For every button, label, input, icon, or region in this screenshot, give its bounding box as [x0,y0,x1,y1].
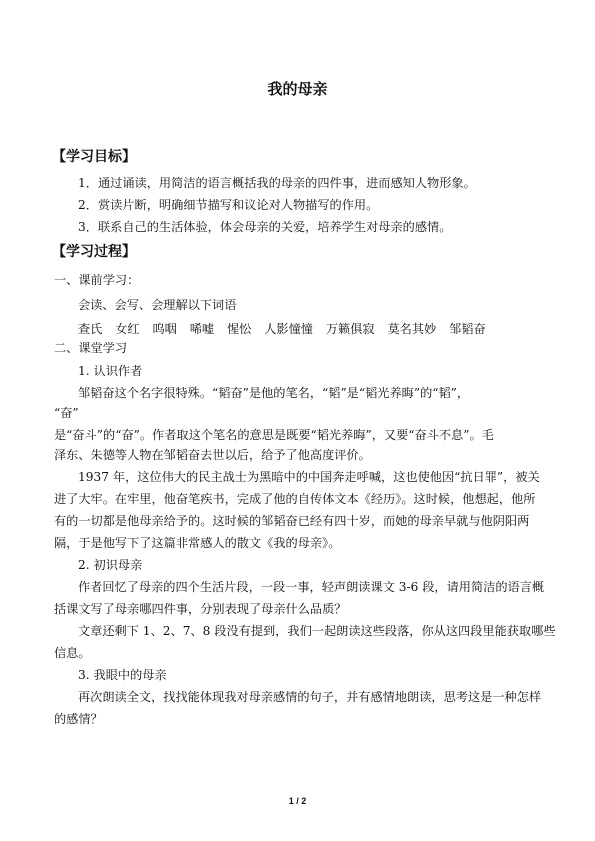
goal-item: 3．联系自己的生活体验，体会母亲的关爱，培养学生对母亲的感情。 [78,220,452,234]
vocab-word: 莫名其妙 [387,322,437,336]
paragraph-line: 是“奋斗”的“奋”。作者取这个笔名的意思是既要“韬光养晦”，又要“奋斗不息”。毛 [54,428,494,442]
section-heading-process: 【学习过程】 [52,244,136,260]
section-heading-goals: 【学习目标】 [52,149,136,165]
goal-item: 2．赏读片断，明确细节描写和议论对人物描写的作用。 [78,198,379,212]
paragraph-line: “奋” [54,406,79,420]
step-label: 1. 认识作者 [78,364,143,378]
page-number: 1 / 2 [288,796,307,806]
paragraph-line: 进了大牢。在牢里，他奋笔疾书，完成了他的自传体文本《经历》。这时候，他想起，他所 [54,492,536,506]
paragraph-line: 1937 年，这位伟大的民主战士为黑暗中的中国奔走呼喊，这也使他因“抗日罪”，被关 [78,470,540,484]
step-label: 2. 初识母亲 [78,558,143,572]
page-title: 我的母亲 [267,80,328,98]
paragraph-line: 作者回忆了母亲的四个生活片段，一段一事，轻声朗读课文 3-6 段，请用简洁的语言概 [78,580,545,594]
paragraph-line: 的感情？ [54,712,103,726]
paragraph-line: 括课文写了母亲哪四件事，分别表现了母亲什么品质？ [54,602,347,616]
vocab-word: 万籁俱寂 [325,322,375,336]
vocab-word: 女红 [115,322,140,336]
paragraph-line: 再次朗读全文，找找能体现我对母亲感情的句子，并有感情地朗读，思考这是一种怎样 [78,690,542,704]
paragraph-line: 文章还剩下 1、2、7、8 段没有提到，我们一起朗读这些段落，你从这四段里能获取哪些 [78,624,556,638]
vocab-word: 呜咽 [152,322,177,336]
paragraph-line: 隔，于是他写下了这篇非常感人的散文《我的母亲》。 [54,536,341,550]
paragraph-line: 泽东、朱德等人物在邹韬奋去世以后，给予了他高度评价。 [54,448,371,462]
vocab-word: 人影憧憧 [264,322,313,336]
in-class-label: 二、课堂学习 [54,341,128,355]
vocab-word: 邹韬奋 [449,322,486,336]
paragraph-line: 信息。 [54,646,91,660]
step-label: 3. 我眼中的母亲 [78,668,167,682]
vocab-word: 惺忪 [227,322,252,336]
paragraph-line: 邹韬奋这个名字很特殊。“韬奋”是他的笔名，“韬”是“韬光养晦”的“韬”， [78,386,470,400]
pre-class-label: 一、课前学习： [54,273,140,287]
paragraph-line: 有的一切都是他母亲给予的。这时候的邹韬奋已经有四十岁，而她的母亲早就与他阴阳两 [54,514,530,528]
vocab-intro: 会读、会写、会理解以下词语 [78,298,237,312]
goal-item: 1．通过诵读，用简洁的语言概括我的母亲的四件事，进而感知人物形象。 [78,176,476,190]
vocab-word: 查氏 [78,322,103,336]
vocab-list [78,321,495,338]
vocab-word: 唏嘘 [189,322,215,336]
